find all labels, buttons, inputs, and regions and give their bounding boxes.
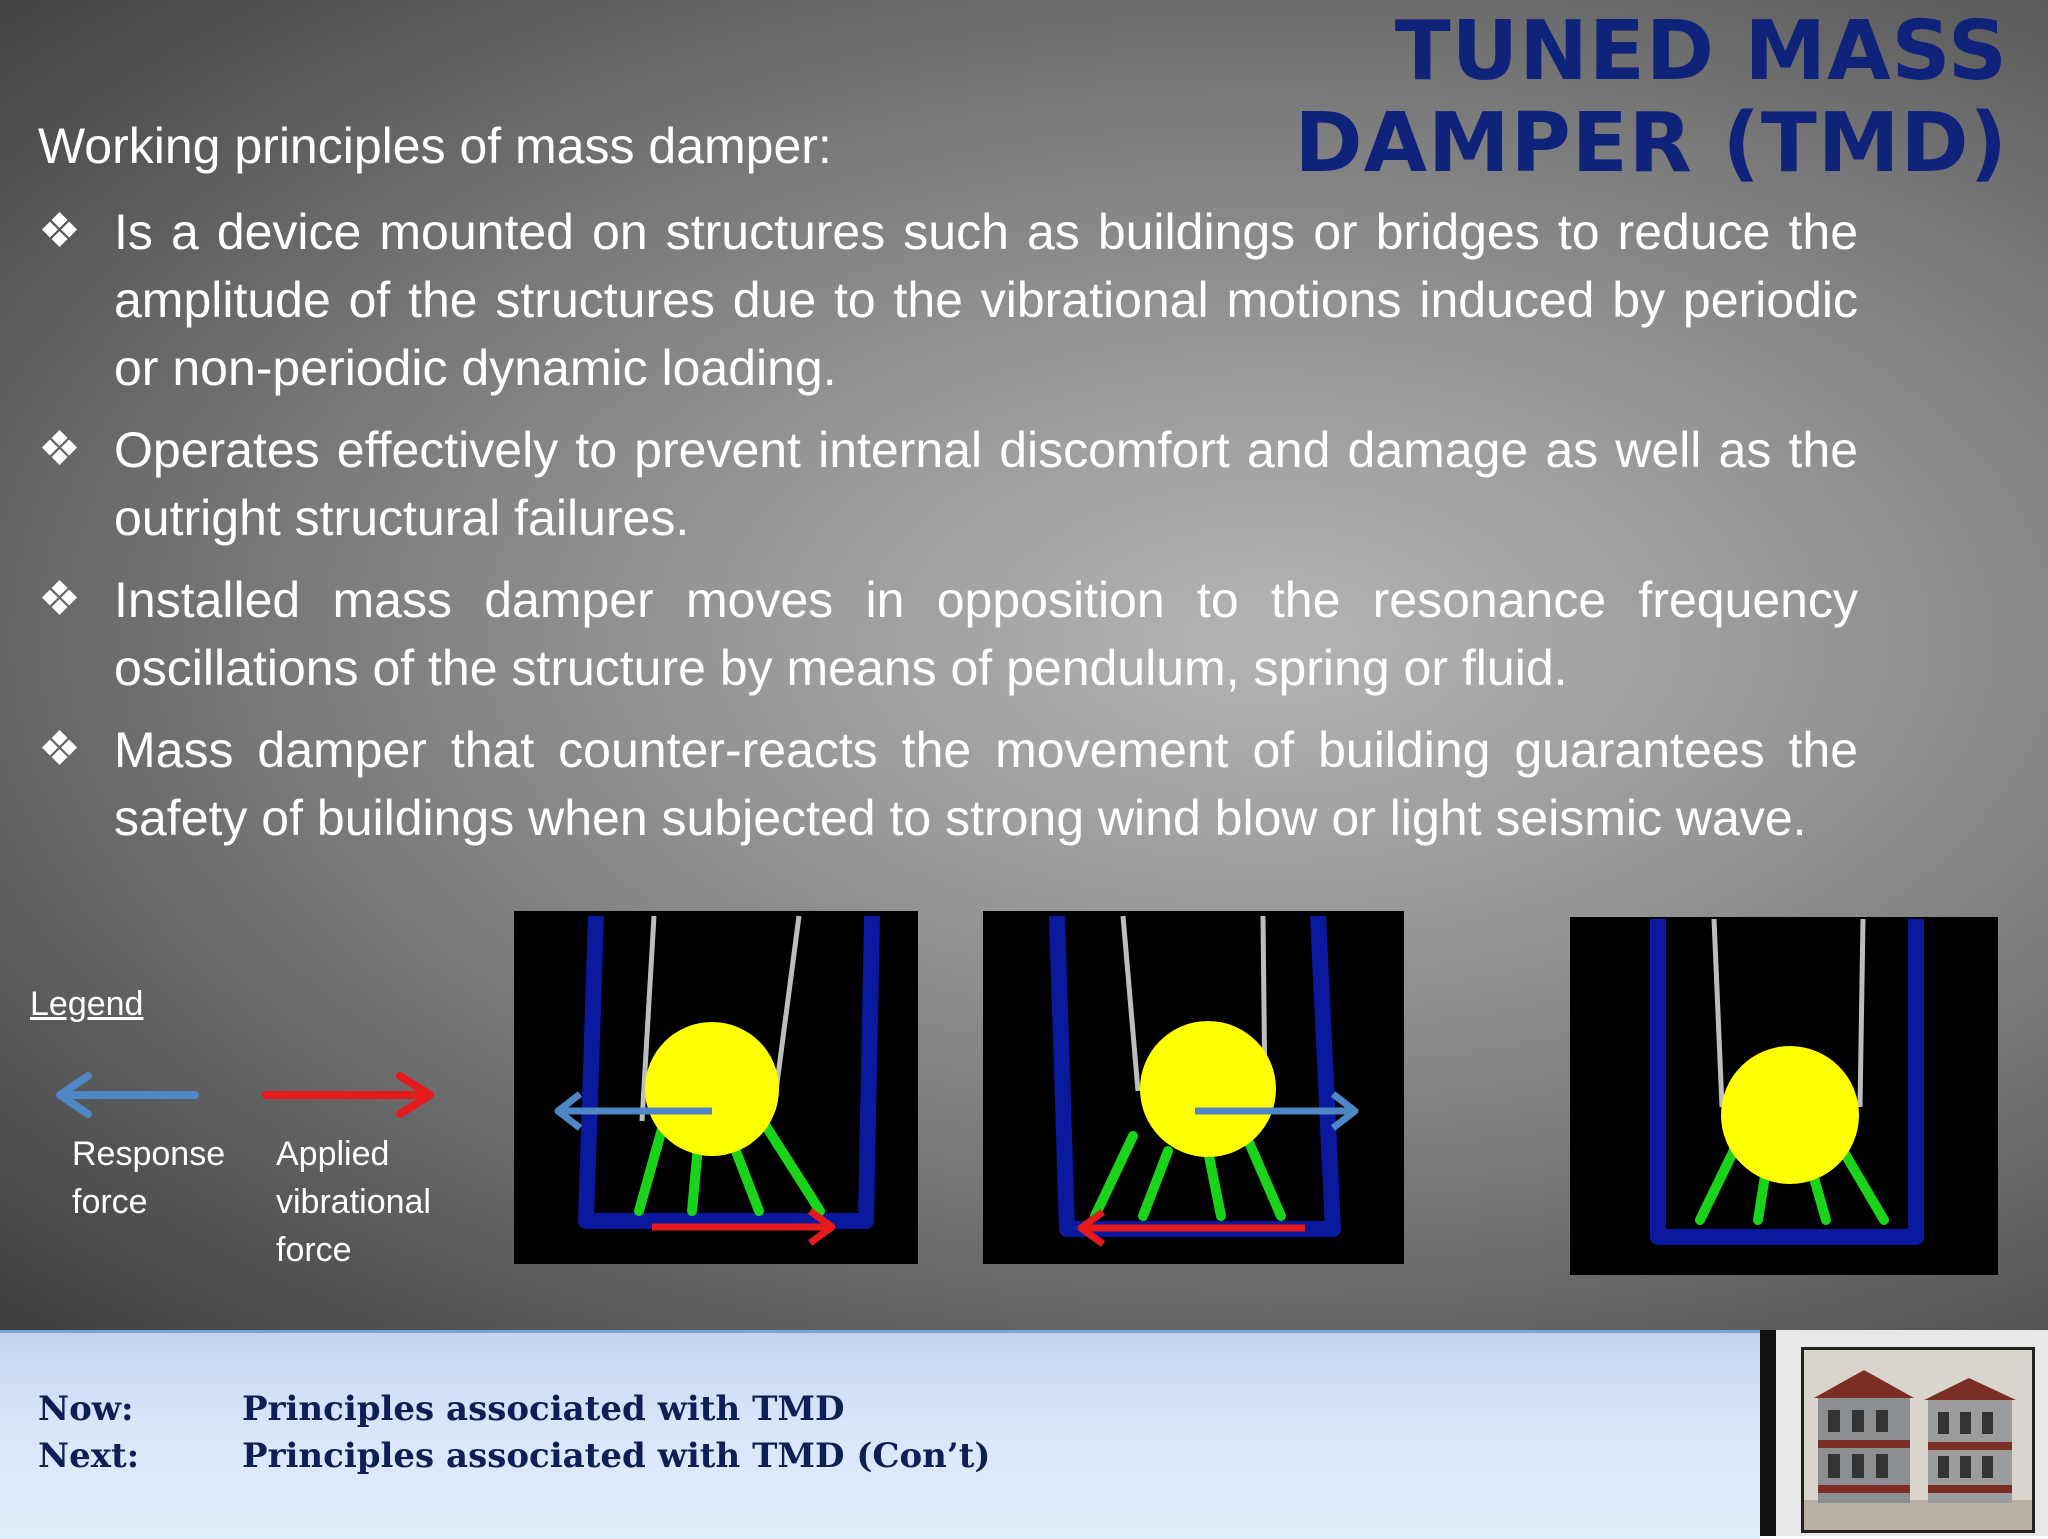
diamond-bullet-icon: ❖ [38,723,82,776]
bullet-list [38,198,1858,866]
applied-label-line-2: vibrational [276,1183,431,1221]
bullet-text: Mass damper that counter-reacts the movement of building guarantees the safety of buildings when subjected to strong wind blow or light seismic wave. [114,722,1858,846]
now-topic: Principles associated with TMD [242,1389,845,1429]
legend-title: Legend [30,985,144,1023]
response-force-label [72,1130,225,1226]
progress-footer [0,1330,1760,1539]
next-topic: Principles associated with TMD (Con’t) [242,1436,991,1476]
response-label-line-2: force [72,1183,148,1221]
response-force-arrow-icon [60,1076,195,1114]
applied-label-line-3: force [276,1231,352,1269]
tmd-diagram-panel-1 [514,911,918,1264]
tmd-diagram-panel-3 [1570,917,1998,1275]
tuned-mass-icon [1721,1046,1859,1184]
pendulum-cable [1860,919,1863,1107]
diamond-bullet-icon: ❖ [38,423,82,476]
applied-force-label [276,1130,431,1274]
tuned-mass-icon [1140,1021,1276,1157]
applied-force-arrow-icon [266,1076,430,1114]
bullet-item [38,716,1858,852]
applied-label-line-1: Applied [276,1135,390,1173]
slide-subtitle: Working principles of mass damper: [38,118,832,174]
pendulum-cable [1123,916,1138,1091]
response-label-line-1: Response [72,1135,226,1173]
title-line-1: TUNED MASS [1394,4,2008,99]
building-model-video-thumbnail [1801,1347,2035,1533]
bullet-item [38,416,1858,552]
diamond-bullet-icon: ❖ [38,573,82,626]
legend-arrows [50,1070,450,1130]
tmd-diagram-panel-2 [983,911,1404,1264]
diamond-bullet-icon: ❖ [38,205,82,258]
title-line-2: DAMPER (TMD) [1294,96,2008,191]
bullet-text: Installed mass damper moves in opposition to the resonance frequency oscillations of the structure by means of pendulum, spring or fluid. [114,572,1858,696]
building-model-icon-left [1814,1370,1914,1503]
now-label: Now: [38,1389,134,1429]
tuned-mass-icon [645,1022,779,1156]
pendulum-cable [1714,919,1722,1107]
next-label: Next: [38,1436,140,1476]
bullet-item [38,566,1858,702]
building-model-icon-right [1924,1378,2016,1503]
applied-force-arrow-icon [1081,1212,1305,1244]
pendulum-cable [776,916,799,1091]
bullet-text: Operates effectively to prevent internal discomfort and damage as well as the outright structural failures. [114,422,1858,546]
bullet-text: Is a device mounted on structures such as buildings or bridges to reduce the amplitude of the structures due to the vibrational motions induced by periodic or non-periodic dynamic loading. [114,204,1858,396]
footer-divider [1760,1330,1776,1536]
slide-title [1295,6,2008,190]
bullet-item [38,198,1858,402]
